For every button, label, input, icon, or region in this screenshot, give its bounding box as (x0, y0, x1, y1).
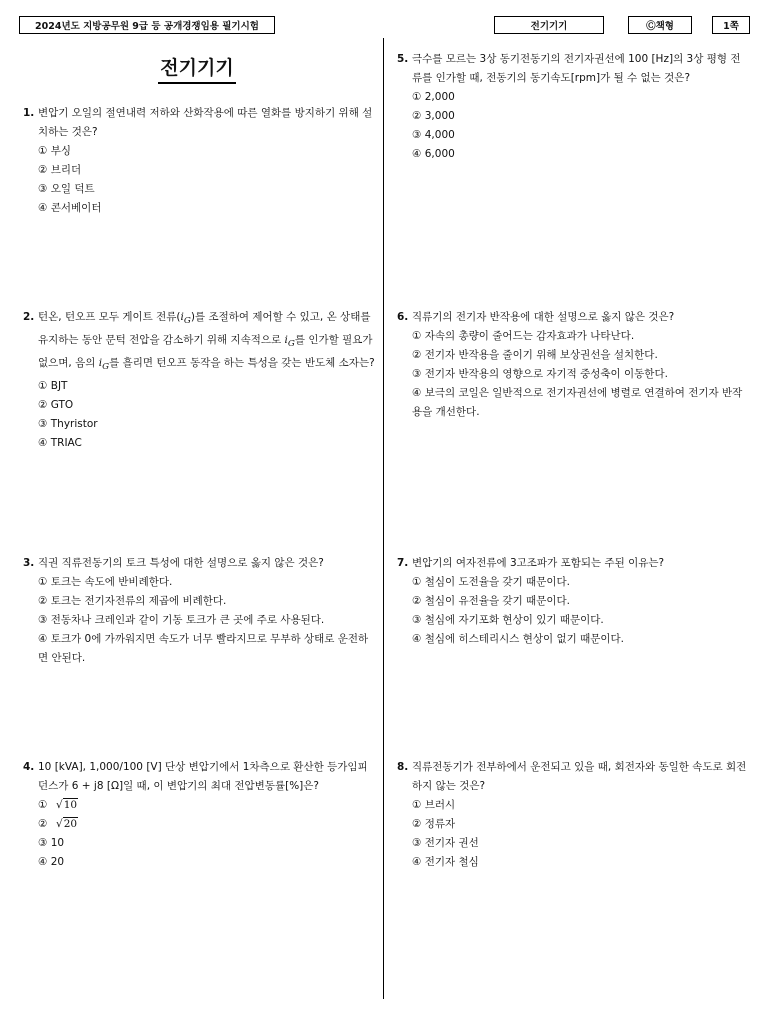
option-1[interactable]: ① 2,000 (412, 91, 455, 103)
page-number-box (712, 16, 750, 34)
option-3[interactable]: ③ 오일 덕트 (38, 183, 95, 195)
option-2[interactable]: ② 3,000 (412, 110, 455, 122)
option-number: ① (38, 799, 48, 811)
question-6 (397, 308, 750, 422)
exam-title-box (19, 16, 275, 34)
question-8 (397, 758, 750, 872)
question-number: 7. (397, 557, 409, 569)
option-2[interactable]: ② 정류자 (412, 818, 456, 830)
gate-current-symbol: $i_G$ (180, 311, 191, 327)
question-number: 3. (23, 557, 35, 569)
option-1[interactable]: ① 토크는 속도에 반비례한다. (38, 576, 173, 588)
option-3[interactable]: ③ 10 (38, 837, 65, 849)
exam-title: 2024년도 지방공무원 9급 등 공개경쟁임용 필기시험 (35, 21, 259, 32)
column-divider (383, 38, 384, 999)
option-3[interactable]: ③ Thyristor (38, 418, 98, 431)
booklet-type-label: 책형 (655, 21, 674, 32)
option-2[interactable]: ② GTO (38, 399, 74, 412)
question-number: 1. (23, 107, 35, 119)
option-4[interactable]: ④ 6,000 (412, 148, 455, 160)
option-3[interactable]: ③ 전기자 권선 (412, 837, 479, 849)
question-text: 직류전동기가 전부하에서 운전되고 있을 때, 회전자와 동일한 속도로 회전하지 않는 것은? (412, 761, 747, 792)
question-7 (397, 554, 750, 649)
sqrt-expression: √20 (56, 818, 78, 830)
option-3[interactable]: ③ 전동차나 크레인과 같이 기동 토크가 큰 곳에 주로 사용된다. (38, 614, 325, 626)
option-1[interactable]: ① 철심이 도전율을 갖기 때문이다. (412, 576, 570, 588)
question-5 (397, 50, 750, 164)
question-number: 4. (23, 761, 35, 773)
text-part: 턴온, 턴오프 모두 게이트 전류( (38, 311, 181, 323)
question-number: 8. (397, 761, 409, 773)
option-2[interactable]: ② 브리더 (38, 164, 82, 176)
option-number: ② (38, 818, 48, 830)
option-2[interactable]: ② 전기자 반작용을 줄이기 위해 보상권선을 설치한다. (412, 349, 658, 361)
option-4[interactable]: ④ 20 (38, 856, 65, 868)
option-2[interactable] (38, 815, 377, 834)
option-2[interactable]: ② 토크는 전기자전류의 제곱에 비례한다. (38, 595, 227, 607)
question-text: 10 [kVA], 1,000/100 [V] 단상 변압기에서 1차측으로 환산한 등가임피던스가 6 + j8 [Ω]일 때, 이 변압기의 최대 전압변동률[%]은? (38, 761, 368, 792)
booklet-type-box (628, 16, 692, 34)
option-1[interactable]: ① 자속의 총량이 줄어드는 감자효과가 나타난다. (412, 330, 635, 342)
option-4[interactable]: ④ 토크가 0에 가까워지면 속도가 너무 빨라지므로 무부하 상태로 운전하면 안된다. (38, 633, 369, 664)
question-1 (23, 104, 377, 218)
option-3[interactable]: ③ 철심에 자기포화 현상이 있기 때문이다. (412, 614, 604, 626)
question-text: 직권 직류전동기의 토크 특성에 대한 설명으로 옳지 않은 것은? (38, 557, 324, 569)
option-4[interactable]: ④ 콘서베이터 (38, 202, 102, 214)
page-number: 1쪽 (723, 21, 739, 32)
booklet-type-mark: Ⓒ (646, 21, 656, 32)
question-text: 극수를 모르는 3상 동기전동기의 전기자권선에 100 [Hz]의 3상 평형 전류를 인가할 때, 전동기의 동기속도[rpm]가 될 수 없는 것은? (412, 53, 741, 84)
option-2[interactable]: ② 철심이 유전율을 갖기 때문이다. (412, 595, 570, 607)
question-4 (23, 758, 377, 872)
option-4[interactable]: ④ 전기자 철심 (412, 856, 479, 868)
question-text: 변압기의 여자전류에 3고조파가 포함되는 주된 이유는? (412, 557, 665, 569)
question-text: 변압기 오일의 절연내력 저하와 산화작용에 따른 열화를 방지하기 위해 설치하는 것은? (38, 107, 373, 138)
option-4[interactable]: ④ 보극의 코일은 일반적으로 전기자권선에 병렬로 연결하여 전기자 반작용을 개선한다. (412, 387, 743, 418)
question-text: 직류기의 전기자 반작용에 대한 설명으로 옳지 않은 것은? (412, 311, 675, 323)
main-title-wrap (19, 53, 375, 84)
main-title: 전기기기 (158, 53, 235, 84)
option-3[interactable]: ③ 전기자 반작용의 영향으로 자기적 중성축이 이동한다. (412, 368, 668, 380)
question-text (38, 308, 377, 377)
question-3 (23, 554, 377, 668)
text-part: )를 조절하여 제어할 수 있고, 온 상태를 유지하는 동안 문턱 전압을 감소하기 위해 지속적으로 (38, 311, 371, 347)
option-4[interactable]: ④ TRIAC (38, 437, 82, 450)
option-1[interactable]: ① 부싱 (38, 145, 72, 157)
text-part: 를 흘리면 턴오프 동작을 하는 특성을 갖는 반도체 소자는? (109, 357, 375, 370)
option-3[interactable]: ③ 4,000 (412, 129, 455, 141)
sqrt-expression: √10 (56, 799, 78, 811)
question-number: 6. (397, 311, 409, 323)
text-part: 를 인가할 필요가 없으며, 음의 (38, 334, 373, 370)
gate-current-symbol: $i_G$ (98, 357, 110, 373)
option-1[interactable]: ① 브러시 (412, 799, 456, 811)
subject-box (494, 16, 604, 34)
option-4[interactable]: ④ 철심에 히스테리시스 현상이 없기 때문이다. (412, 633, 625, 645)
question-number: 5. (397, 53, 409, 65)
option-1[interactable] (38, 796, 377, 815)
subject-label: 전기기기 (530, 21, 568, 32)
option-1[interactable]: ① BJT (38, 380, 68, 393)
question-2 (23, 308, 377, 453)
question-number: 2. (23, 311, 35, 323)
gate-current-symbol: $i_G$ (284, 334, 295, 350)
